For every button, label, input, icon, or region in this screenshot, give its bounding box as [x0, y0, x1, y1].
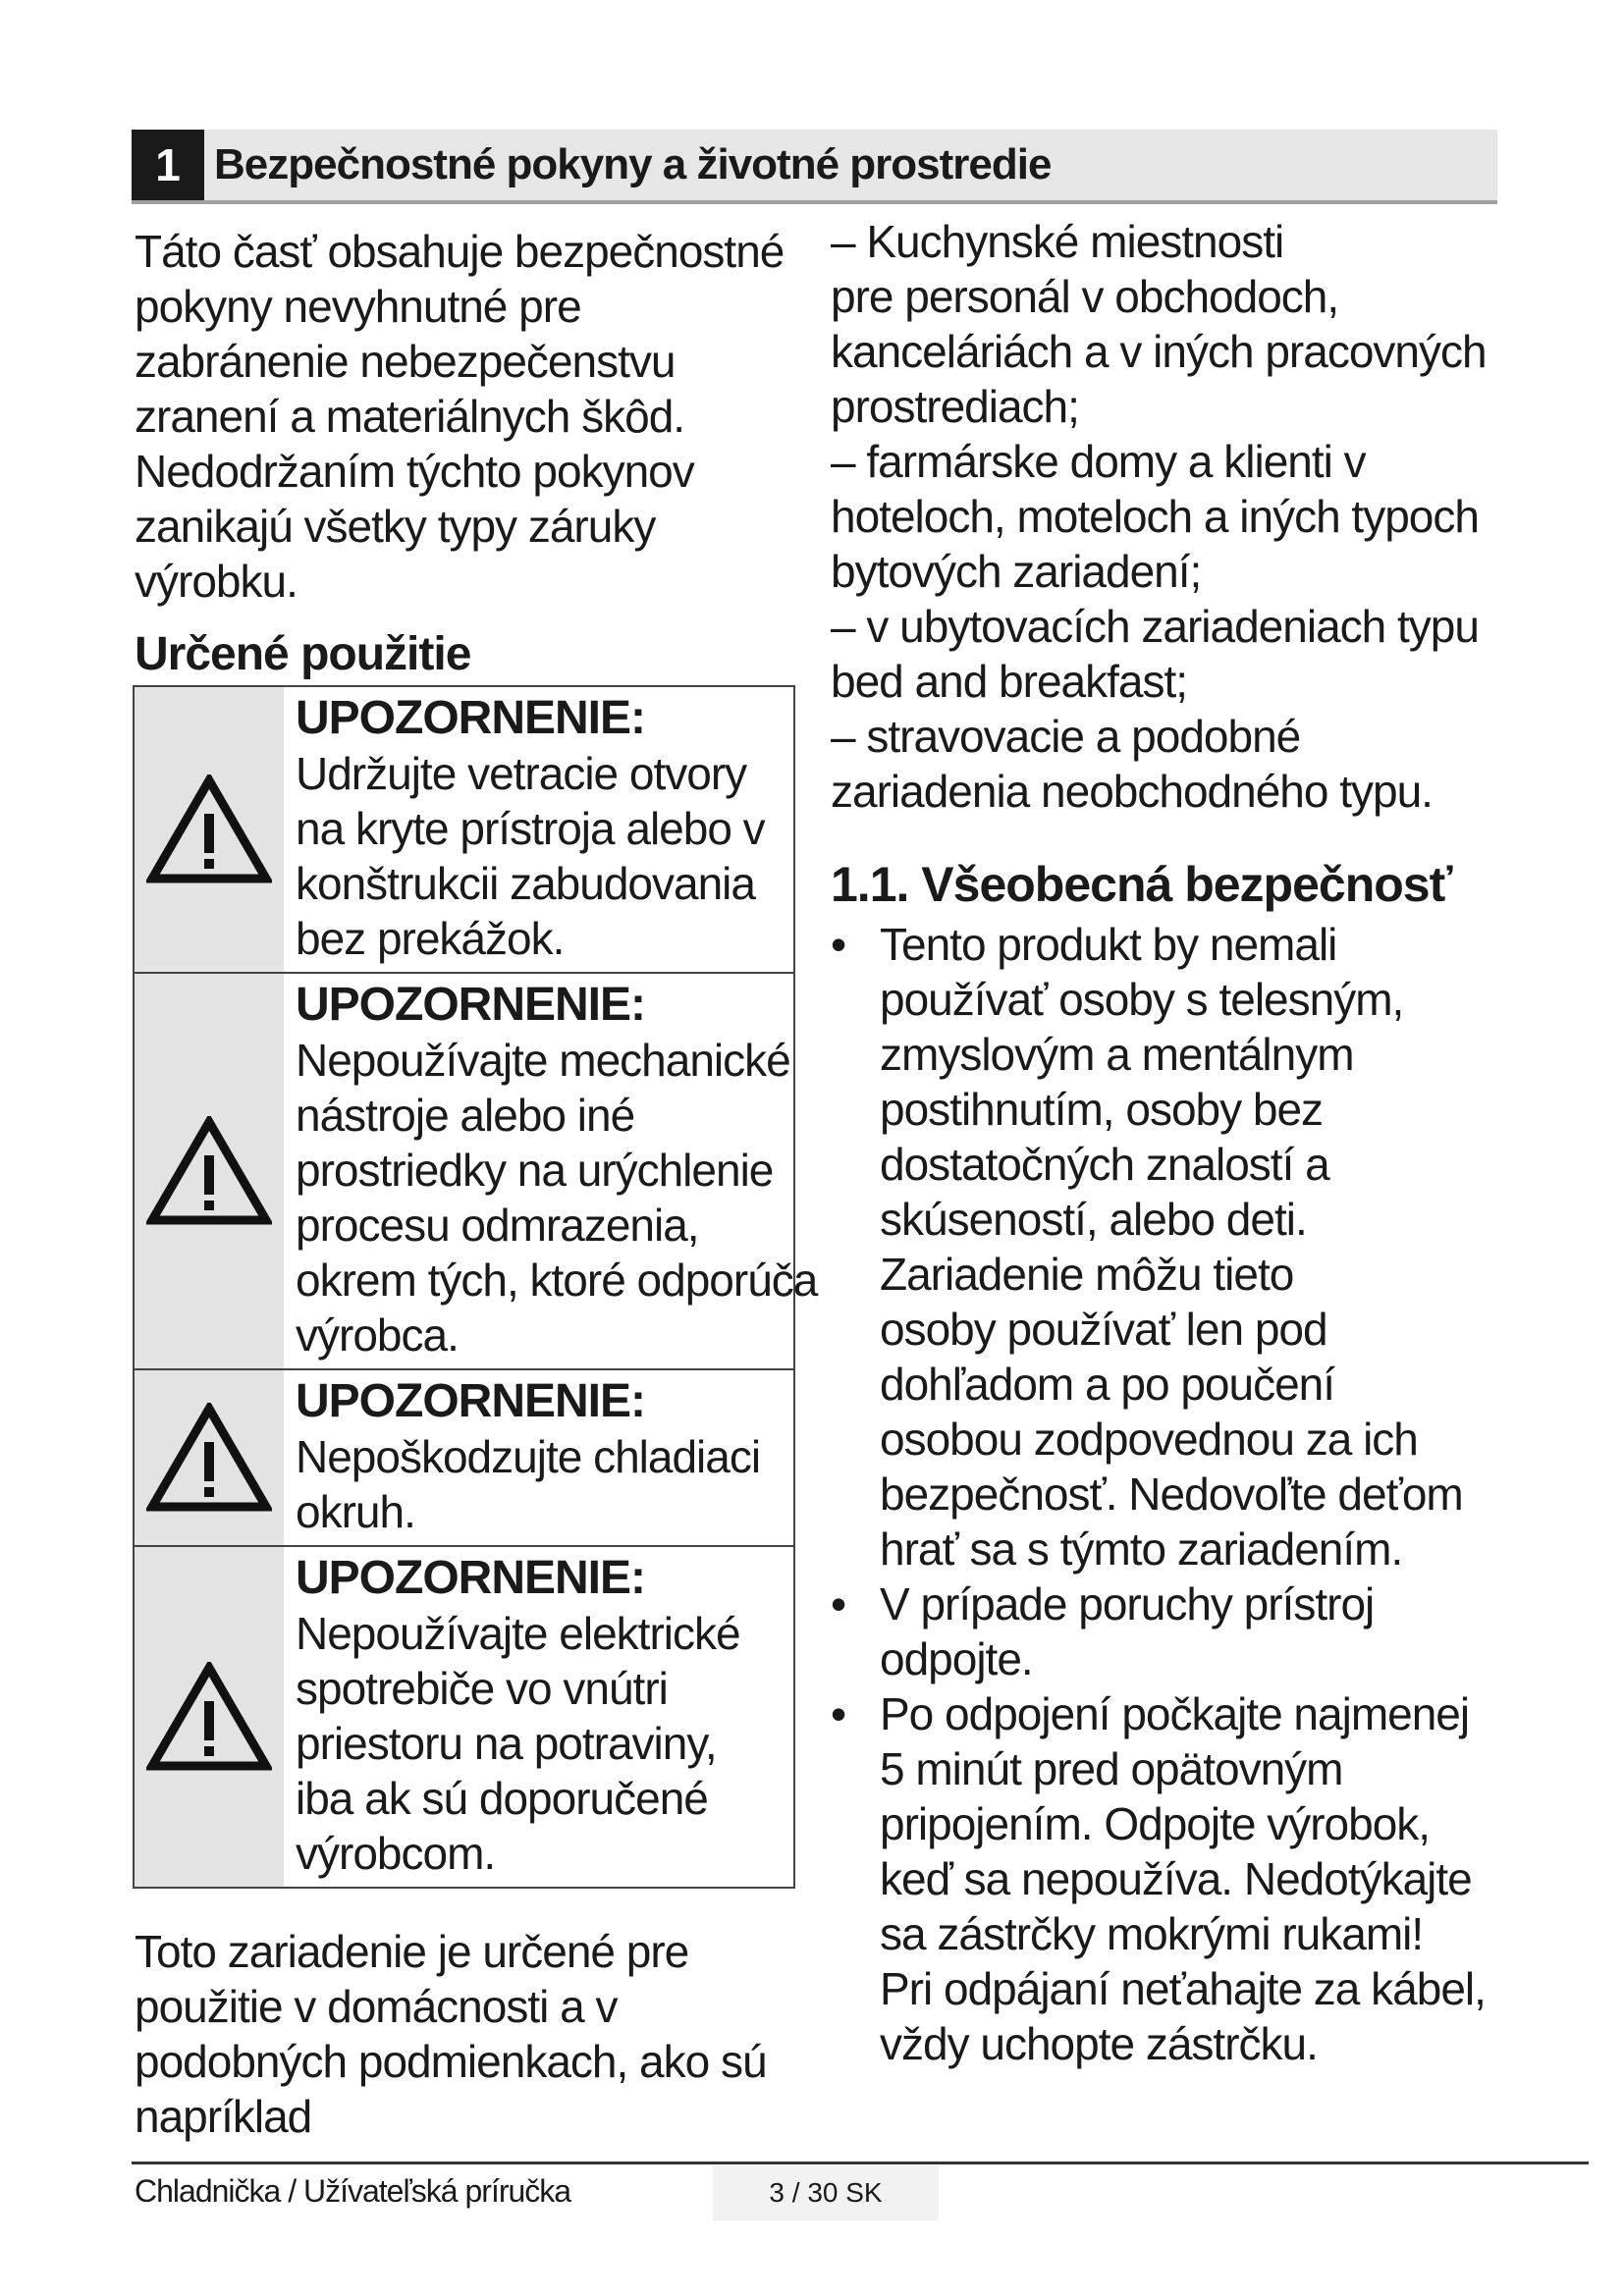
footer-divider: [132, 2162, 1589, 2164]
general-safety-heading: 1.1. Všeobecná bezpečnosť: [831, 857, 1452, 912]
text-line: bytových zariadení;: [831, 546, 1202, 597]
text-line: Pri odpájaní neťahajte za kábel,: [880, 1963, 1486, 2014]
text-line: priestoru na potraviny,: [296, 1718, 717, 1769]
text-line: bed and breakfast;: [831, 656, 1188, 707]
text-line: Nedodržaním týchto pokynov: [135, 446, 694, 497]
text-line: Zariadenie môžu tieto: [880, 1249, 1294, 1300]
text-line: – farmárske domy a klienti v: [831, 436, 1366, 487]
text-line: výrobca.: [296, 1309, 459, 1361]
text-line: sa zástrčky mokrými rukami!: [880, 1908, 1424, 1959]
text-line: keď sa nepoužíva. Nedotýkajte: [880, 1853, 1472, 1904]
warning-title: UPOZORNENIE:: [296, 692, 646, 744]
text-line: skúseností, alebo deti.: [880, 1194, 1307, 1245]
warning-triangle-icon: [146, 1116, 272, 1226]
bullet-icon: •: [831, 1578, 846, 1629]
text-line: dostatočných znalostí a: [880, 1139, 1329, 1190]
intended-use-heading: Určené použitie: [135, 628, 471, 680]
text-line: nástroje alebo iné: [296, 1090, 635, 1141]
text-line: vždy uchopte zástrčku.: [880, 2018, 1318, 2069]
text-line: Nepoškodzujte chladiaci: [296, 1431, 761, 1482]
bullet-icon: •: [831, 1688, 846, 1739]
text-line: odpojte.: [880, 1633, 1033, 1684]
safety-bullet-list: [831, 917, 1518, 2071]
text-line: pre personál v obchodoch,: [831, 271, 1339, 322]
text-line: okrem tých, ktoré odporúča: [296, 1255, 818, 1306]
text-line: Udržujte vetracie otvory: [296, 748, 747, 799]
text-line: zabránenie nebezpečenstvu: [135, 336, 676, 387]
text-line: bezpečnosť. Nedovoľte deťom: [880, 1468, 1463, 1520]
list-item: [831, 1686, 1518, 2071]
section-title: Bezpečnostné pokyny a životné prostredie: [214, 140, 1052, 188]
text-line: hoteloch, moteloch a iných typoch: [831, 491, 1479, 542]
section-number: 1: [132, 130, 204, 200]
text-line: osobou zodpovednou za ich: [880, 1414, 1418, 1465]
warning-title: UPOZORNENIE:: [296, 1552, 646, 1604]
warning-row: [135, 974, 818, 1370]
text-line: iba ak sú doporučené: [296, 1773, 708, 1824]
text-line: na kryte prístroja alebo v: [296, 803, 765, 854]
warning-table: [133, 685, 818, 1889]
text-line: osoby používať len pod: [880, 1304, 1327, 1355]
text-line: zanikajú všetky typy záruky: [135, 501, 656, 552]
warning-triangle-icon: [146, 774, 272, 884]
usage-paragraph: [135, 1924, 822, 2144]
text-line: – stravovacie a podobné: [831, 711, 1301, 762]
text-line: – v ubytovacích zariadeniach typu: [831, 601, 1479, 652]
page-number: 3 / 30 SK: [713, 2165, 939, 2220]
text-line: postihnutím, osoby bez: [880, 1084, 1324, 1135]
warning-row: [135, 1370, 793, 1547]
intro-paragraph: [135, 224, 802, 609]
text-line: 5 minút pred opätovným: [880, 1743, 1343, 1794]
usage-examples: [831, 214, 1518, 819]
text-line: konštrukcii zabudovania: [296, 858, 755, 909]
list-item: [831, 917, 1518, 1576]
text-line: Nepoužívajte mechanické: [296, 1035, 790, 1086]
text-line: zmyslovým a mentálnym: [880, 1029, 1354, 1080]
text-line: pokyny nevyhnutné pre: [135, 281, 581, 332]
text-line: prostrediach;: [831, 381, 1079, 432]
text-line: kanceláriách a v iných pracovných: [831, 326, 1487, 377]
text-line: Nepoužívajte elektrické: [296, 1608, 740, 1659]
text-line: okruh.: [296, 1486, 415, 1537]
text-line: výrobcom.: [296, 1828, 496, 1879]
warning-triangle-icon: [146, 1403, 272, 1513]
text-line: Táto časť obsahuje bezpečnostné: [135, 226, 785, 277]
text-line: dohľadom a po poučení: [880, 1359, 1335, 1410]
footer-document-title: Chladnička / Užívateľská príručka: [135, 2173, 571, 2209]
section-header: [132, 130, 1497, 204]
text-line: spotrebiče vo vnútri: [296, 1663, 668, 1714]
text-line: použitie v domácnosti a v: [135, 1981, 618, 2032]
text-line: pripojením. Odpojte výrobok,: [880, 1798, 1431, 1849]
text-line: používať osoby s telesným,: [880, 974, 1404, 1025]
text-line: Po odpojení počkajte najmenej: [880, 1688, 1470, 1739]
text-line: zranení a materiálnych škôd.: [135, 391, 685, 442]
text-line: Tento produkt by nemali: [880, 919, 1337, 970]
warning-row: [135, 1547, 793, 1887]
text-line: podobných podmienkach, ako sú: [135, 2036, 767, 2087]
text-line: napríklad: [135, 2091, 312, 2142]
text-line: hrať sa s týmto zariadením.: [880, 1523, 1403, 1575]
text-line: výrobku.: [135, 556, 298, 607]
text-line: – Kuchynské miestnosti: [831, 216, 1284, 267]
warning-title: UPOZORNENIE:: [296, 979, 646, 1031]
warning-triangle-icon: [146, 1662, 272, 1772]
text-line: V prípade poruchy prístroj: [880, 1578, 1375, 1629]
warning-row: [135, 687, 793, 974]
warning-title: UPOZORNENIE:: [296, 1375, 646, 1427]
text-line: procesu odmrazenia,: [296, 1200, 699, 1251]
text-line: prostriedky na urýchlenie: [296, 1145, 774, 1196]
text-line: Toto zariadenie je určené pre: [135, 1926, 689, 1977]
list-item: [831, 1576, 1518, 1686]
text-line: bez prekážok.: [296, 913, 565, 964]
text-line: zariadenia neobchodného typu.: [831, 766, 1433, 817]
bullet-icon: •: [831, 919, 846, 970]
